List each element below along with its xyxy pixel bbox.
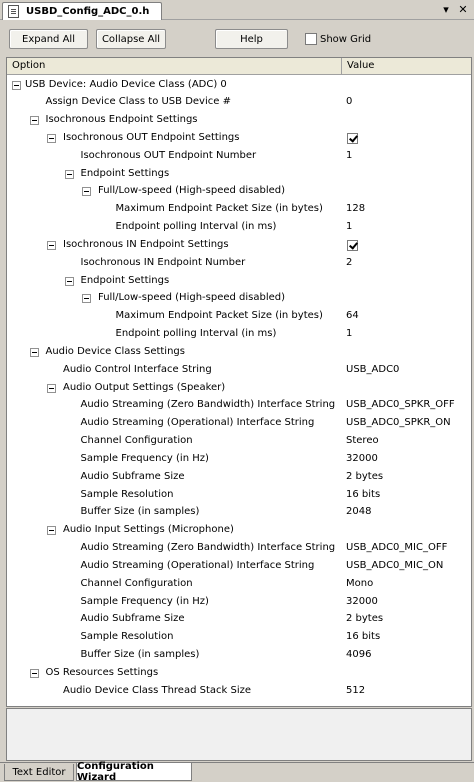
tree-row[interactable]: [7, 237, 471, 255]
dropdown-icon[interactable]: ▾: [443, 3, 449, 16]
tree-row-value[interactable]: 2 bytes: [346, 613, 384, 625]
tree-row-label: OS Resources Settings: [45, 666, 159, 678]
tree-row-value[interactable]: USB_ADC0_SPKR_ON: [346, 417, 451, 429]
tree-row-value[interactable]: 128: [346, 203, 366, 215]
tree-row[interactable]: [7, 647, 471, 665]
tree-row-label: Audio Input Settings (Microphone): [63, 524, 234, 536]
tree-row-label: Audio Device Class Settings: [45, 345, 185, 357]
collapse-toggle-icon[interactable]: [30, 116, 39, 125]
tree-row-value[interactable]: USB_ADC0_MIC_OFF: [346, 542, 448, 554]
close-icon[interactable]: ✕: [458, 3, 468, 16]
tree-row-label: Channel Configuration: [80, 577, 193, 589]
collapse-toggle-icon[interactable]: [30, 348, 39, 357]
collapse-toggle-icon[interactable]: [65, 170, 74, 179]
tree-row-label: Channel Configuration: [80, 435, 193, 447]
tree-row-value[interactable]: 16 bits: [346, 488, 381, 500]
collapse-all-button[interactable]: Collapse All: [96, 29, 166, 49]
value-checkbox[interactable]: [347, 133, 358, 144]
tree-row-value[interactable]: 2048: [346, 506, 372, 518]
tree-row-value[interactable]: 2: [346, 256, 353, 268]
title-bar: [0, 0, 474, 20]
tree-row[interactable]: [7, 344, 471, 362]
tree-row[interactable]: [7, 112, 471, 130]
tree-row-value[interactable]: 1: [346, 221, 353, 233]
tree-row-label: Isochronous IN Endpoint Settings: [63, 238, 229, 250]
tree-row-label: USB Device: Audio Device Class (ADC) 0: [25, 78, 227, 90]
tree-row[interactable]: [7, 130, 471, 148]
tree-row[interactable]: [7, 273, 471, 291]
tree-row-value[interactable]: 1: [346, 149, 353, 161]
tree-row-value[interactable]: 32000: [346, 595, 378, 607]
value-checkbox[interactable]: [347, 240, 358, 251]
tree-row-value[interactable]: USB_ADC0_MIC_ON: [346, 559, 444, 571]
collapse-toggle-icon[interactable]: [30, 669, 39, 678]
toolbar: [0, 21, 474, 57]
tree-row[interactable]: [7, 540, 471, 558]
tree-row-label: Audio Streaming (Zero Bandwidth) Interface String: [80, 399, 336, 411]
bottom-tab-bar: [0, 762, 474, 782]
tree-row-label: Sample Frequency (in Hz): [80, 452, 209, 464]
collapse-toggle-icon[interactable]: [47, 134, 56, 143]
document-tab[interactable]: [2, 2, 162, 20]
tree-row[interactable]: [7, 94, 471, 112]
option-column-header[interactable]: Option: [12, 60, 46, 71]
options-tree: [6, 57, 472, 707]
tree-row-label: Full/Low-speed (High-speed disabled): [98, 292, 286, 304]
tree-row-label: Audio Control Interface String: [63, 363, 212, 375]
tree-row-label: Assign Device Class to USB Device #: [45, 96, 231, 108]
tree-row-label: Isochronous OUT Endpoint Settings: [63, 131, 240, 143]
collapse-toggle-icon[interactable]: [65, 277, 74, 286]
tree-row-label: Maximum Endpoint Packet Size (in bytes): [115, 203, 323, 215]
collapse-toggle-icon[interactable]: [47, 384, 56, 393]
tree-row[interactable]: [7, 451, 471, 469]
column-separator[interactable]: [341, 58, 342, 75]
tree-row[interactable]: [7, 166, 471, 184]
tree-row[interactable]: [7, 362, 471, 380]
tree-row[interactable]: [7, 469, 471, 487]
tree-row[interactable]: [7, 290, 471, 308]
tree-row[interactable]: [7, 219, 471, 237]
tree-row[interactable]: [7, 522, 471, 540]
tree-row-value[interactable]: Mono: [346, 577, 374, 589]
tree-row-value[interactable]: 2 bytes: [346, 470, 384, 482]
tree-row[interactable]: [7, 201, 471, 219]
document-tab-label: USBD_Config_ADC_0.h: [26, 6, 150, 17]
tree-row-label: Endpoint polling Interval (in ms): [115, 328, 277, 340]
description-panel: [6, 708, 472, 761]
tree-row-value[interactable]: 64: [346, 310, 359, 322]
tree-row-label: Audio Streaming (Zero Bandwidth) Interface String: [80, 542, 336, 554]
tree-row-value[interactable]: 16 bits: [346, 631, 381, 643]
tree-row-label: Full/Low-speed (High-speed disabled): [98, 185, 286, 197]
tree-row-value[interactable]: 512: [346, 684, 366, 696]
column-header: [7, 58, 471, 75]
tree-row[interactable]: [7, 504, 471, 522]
collapse-toggle-icon[interactable]: [47, 241, 56, 250]
tree-row[interactable]: [7, 594, 471, 612]
tree-row-label: Isochronous Endpoint Settings: [45, 114, 198, 126]
tree-row-label: Maximum Endpoint Packet Size (in bytes): [115, 310, 323, 322]
tree-row[interactable]: [7, 415, 471, 433]
collapse-toggle-icon[interactable]: [82, 187, 91, 196]
tree-row-value[interactable]: 1: [346, 328, 353, 340]
help-button[interactable]: Help: [215, 29, 288, 49]
tree-row-value[interactable]: 4096: [346, 649, 372, 661]
tree-row[interactable]: [7, 433, 471, 451]
tree-row-label: Sample Frequency (in Hz): [80, 595, 209, 607]
show-grid-label: Show Grid: [320, 34, 372, 45]
tree-row[interactable]: [7, 397, 471, 415]
tree-row-label: Audio Subframe Size: [80, 613, 185, 625]
tree-row-label: Isochronous OUT Endpoint Number: [80, 149, 257, 161]
collapse-toggle-icon[interactable]: [12, 81, 21, 90]
tree-row[interactable]: [7, 683, 471, 701]
show-grid-checkbox[interactable]: [305, 33, 317, 45]
tree-row[interactable]: [7, 629, 471, 647]
tab-text-editor[interactable]: Text Editor: [4, 764, 74, 781]
tab-configuration-wizard[interactable]: Configuration Wizard: [76, 763, 192, 781]
tree-row-label: Endpoint Settings: [80, 274, 170, 286]
tree-row-value[interactable]: USB_ADC0_SPKR_OFF: [346, 399, 455, 411]
tree-row-value[interactable]: Stereo: [346, 435, 379, 447]
tree-row-label: Buffer Size (in samples): [80, 506, 200, 518]
tree-row-label: Buffer Size (in samples): [80, 649, 200, 661]
collapse-toggle-icon[interactable]: [82, 294, 91, 303]
tree-row-label: Audio Subframe Size: [80, 470, 185, 482]
tree-row-label: Endpoint Settings: [80, 167, 170, 179]
tree-row[interactable]: [7, 308, 471, 326]
tree-row-label: Audio Device Class Thread Stack Size: [63, 684, 252, 696]
tree-row[interactable]: [7, 665, 471, 683]
tree-row[interactable]: [7, 326, 471, 344]
tree-row-label: Isochronous IN Endpoint Number: [80, 256, 246, 268]
tree-row[interactable]: [7, 576, 471, 594]
expand-all-button[interactable]: Expand All: [9, 29, 88, 49]
tree-row[interactable]: [7, 183, 471, 201]
tree-row-label: Endpoint polling Interval (in ms): [115, 221, 277, 233]
tree-row[interactable]: [7, 487, 471, 505]
tree-row-value[interactable]: USB_ADC0: [346, 363, 400, 375]
tree-row[interactable]: [7, 148, 471, 166]
tree-row[interactable]: [7, 558, 471, 576]
tree-row-label: Audio Streaming (Operational) Interface String: [80, 417, 315, 429]
value-column-header[interactable]: Value: [347, 60, 375, 71]
tree-row-label: Sample Resolution: [80, 488, 174, 500]
tree-row-value[interactable]: 0: [346, 96, 353, 108]
tree-row-label: Sample Resolution: [80, 631, 174, 643]
tree-row[interactable]: [7, 380, 471, 398]
tree-row-value[interactable]: 32000: [346, 452, 378, 464]
tree-row[interactable]: [7, 77, 471, 95]
tree-row-label: Audio Streaming (Operational) Interface String: [80, 559, 315, 571]
collapse-toggle-icon[interactable]: [47, 526, 56, 535]
tree-row-label: Audio Output Settings (Speaker): [63, 381, 226, 393]
tree-row[interactable]: [7, 611, 471, 629]
tree-row[interactable]: [7, 255, 471, 273]
file-icon: [8, 5, 19, 18]
